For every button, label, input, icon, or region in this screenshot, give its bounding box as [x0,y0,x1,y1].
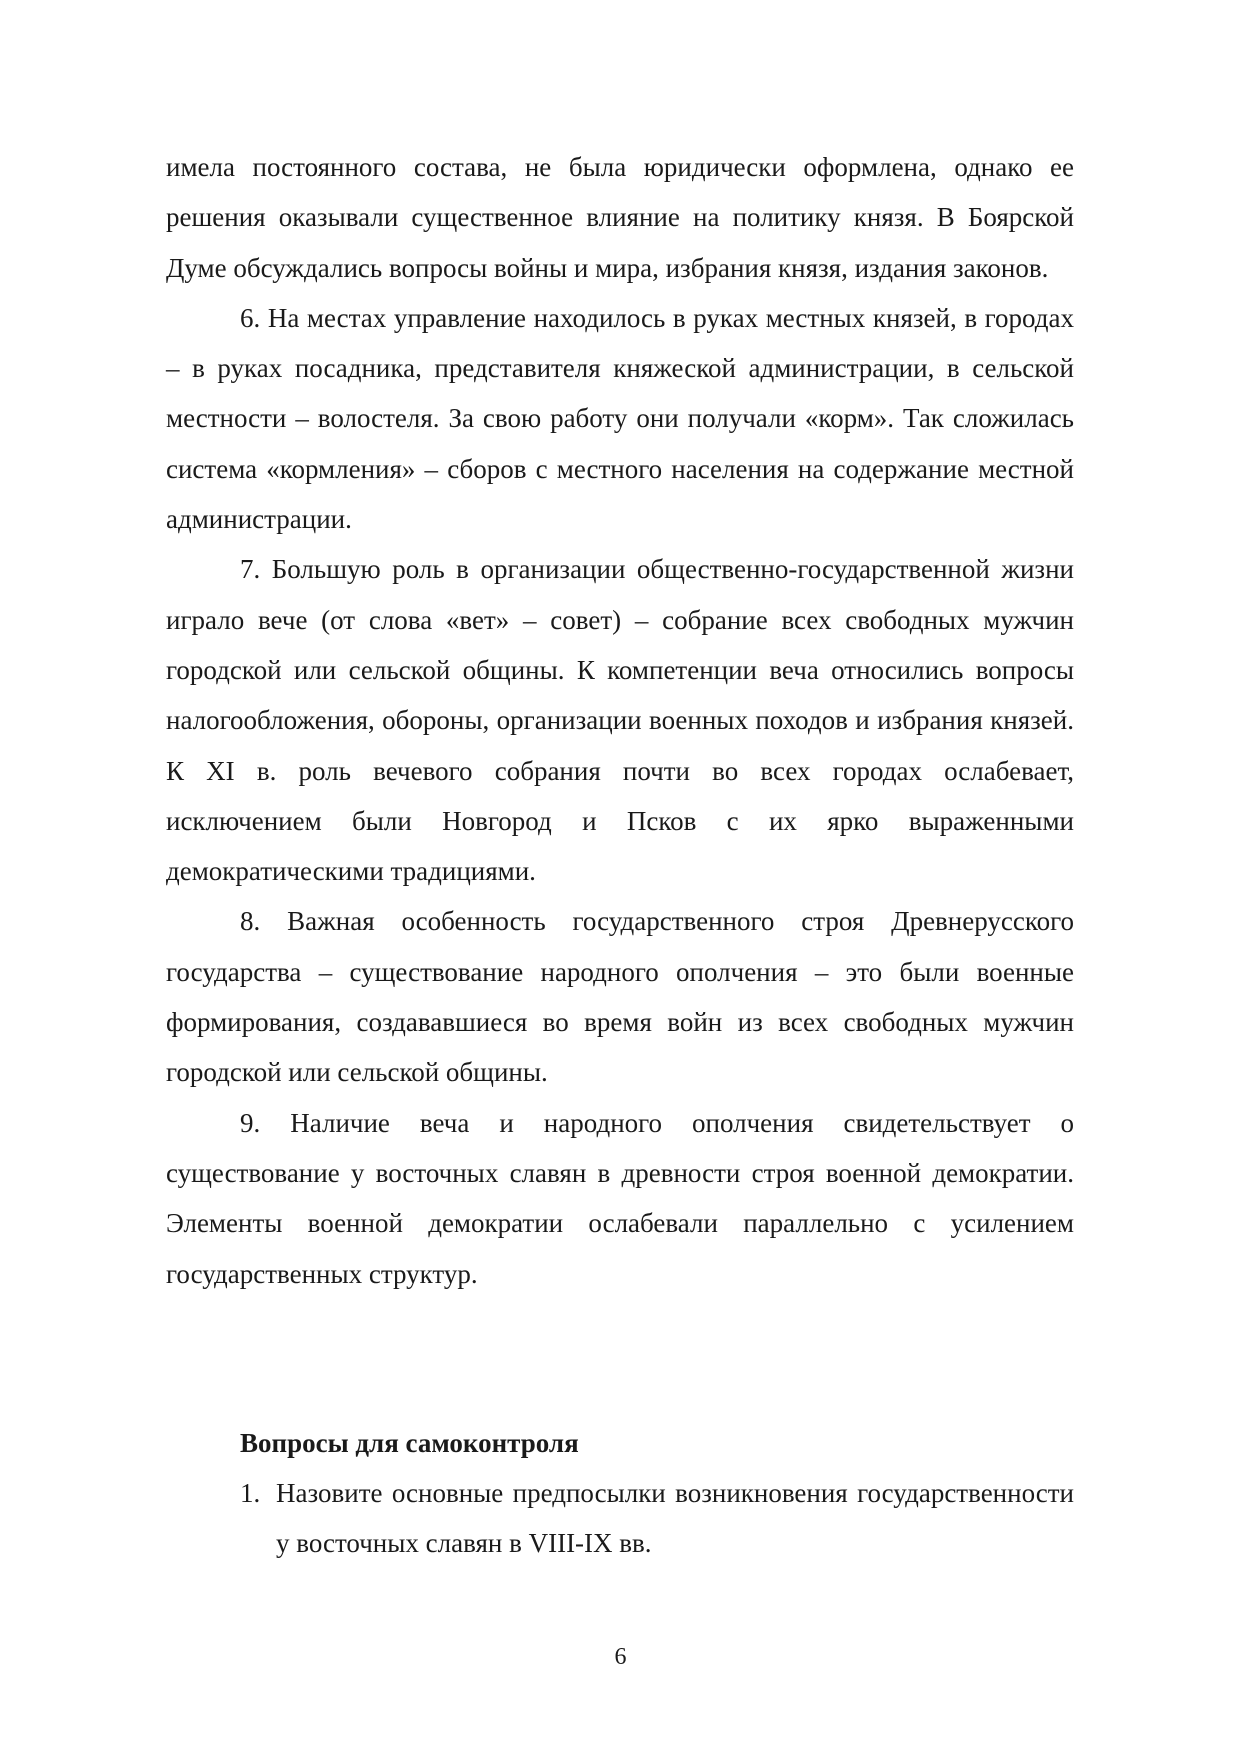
body-text [166,142,1074,1299]
question-item [240,1468,1074,1569]
page-number: 6 [614,1644,627,1670]
question-text: Назовите основные предпосылки возникновения государственности у восточных славян в VIII-IX вв. [276,1478,1074,1559]
self-control-heading: Вопросы для самоконтроля [240,1428,579,1458]
paragraph-8: 8. Важная особенность государственного строя Древнерусского государства – существование народного ополчения – это были военные формирования, создававшиеся во время войн из всех свободных мужчин городской или сельской общины. [166,906,1074,1088]
paragraph-6: 6. На местах управление находилось в руках местных князей, в городах – в руках посадника, представителя княжеской администрации, в сельской местности – волостеля. За свою работу они получали «корм». Так сложилась система «кормления» – сборов с местного населения на содержание местной администрации. [166,302,1074,535]
question-number: 1. [240,1478,261,1508]
paragraph-continuation: имела постоянного состава, не была юридически оформлена, однако ее решения оказывали существенное влияние на политику князя. В Боярской Думе обсуждались вопросы войны и мира, избрания князя, издания законов. [166,152,1074,283]
paragraph-7: 7. Большую роль в организации общественно-государственной жизни играло вече (от слова «вет» – совет) – собрание всех свободных мужчин городской или сельской общины. К компетенции веча относились вопросы налогообложения, обороны, организации военных походов и избрания князей. К XI в. роль вечевого собрания почти во всех городах ослабевает, исключением были Новгород и Псков с их ярко выраженными демократическими традициями. [166,554,1074,887]
paragraph-9: 9. Наличие веча и народного ополчения свидетельствует о существование у восточных славян в древности строя военной демократии. Элементы военной демократии ослабевали параллельно с усилением государственных структур. [166,1107,1074,1289]
